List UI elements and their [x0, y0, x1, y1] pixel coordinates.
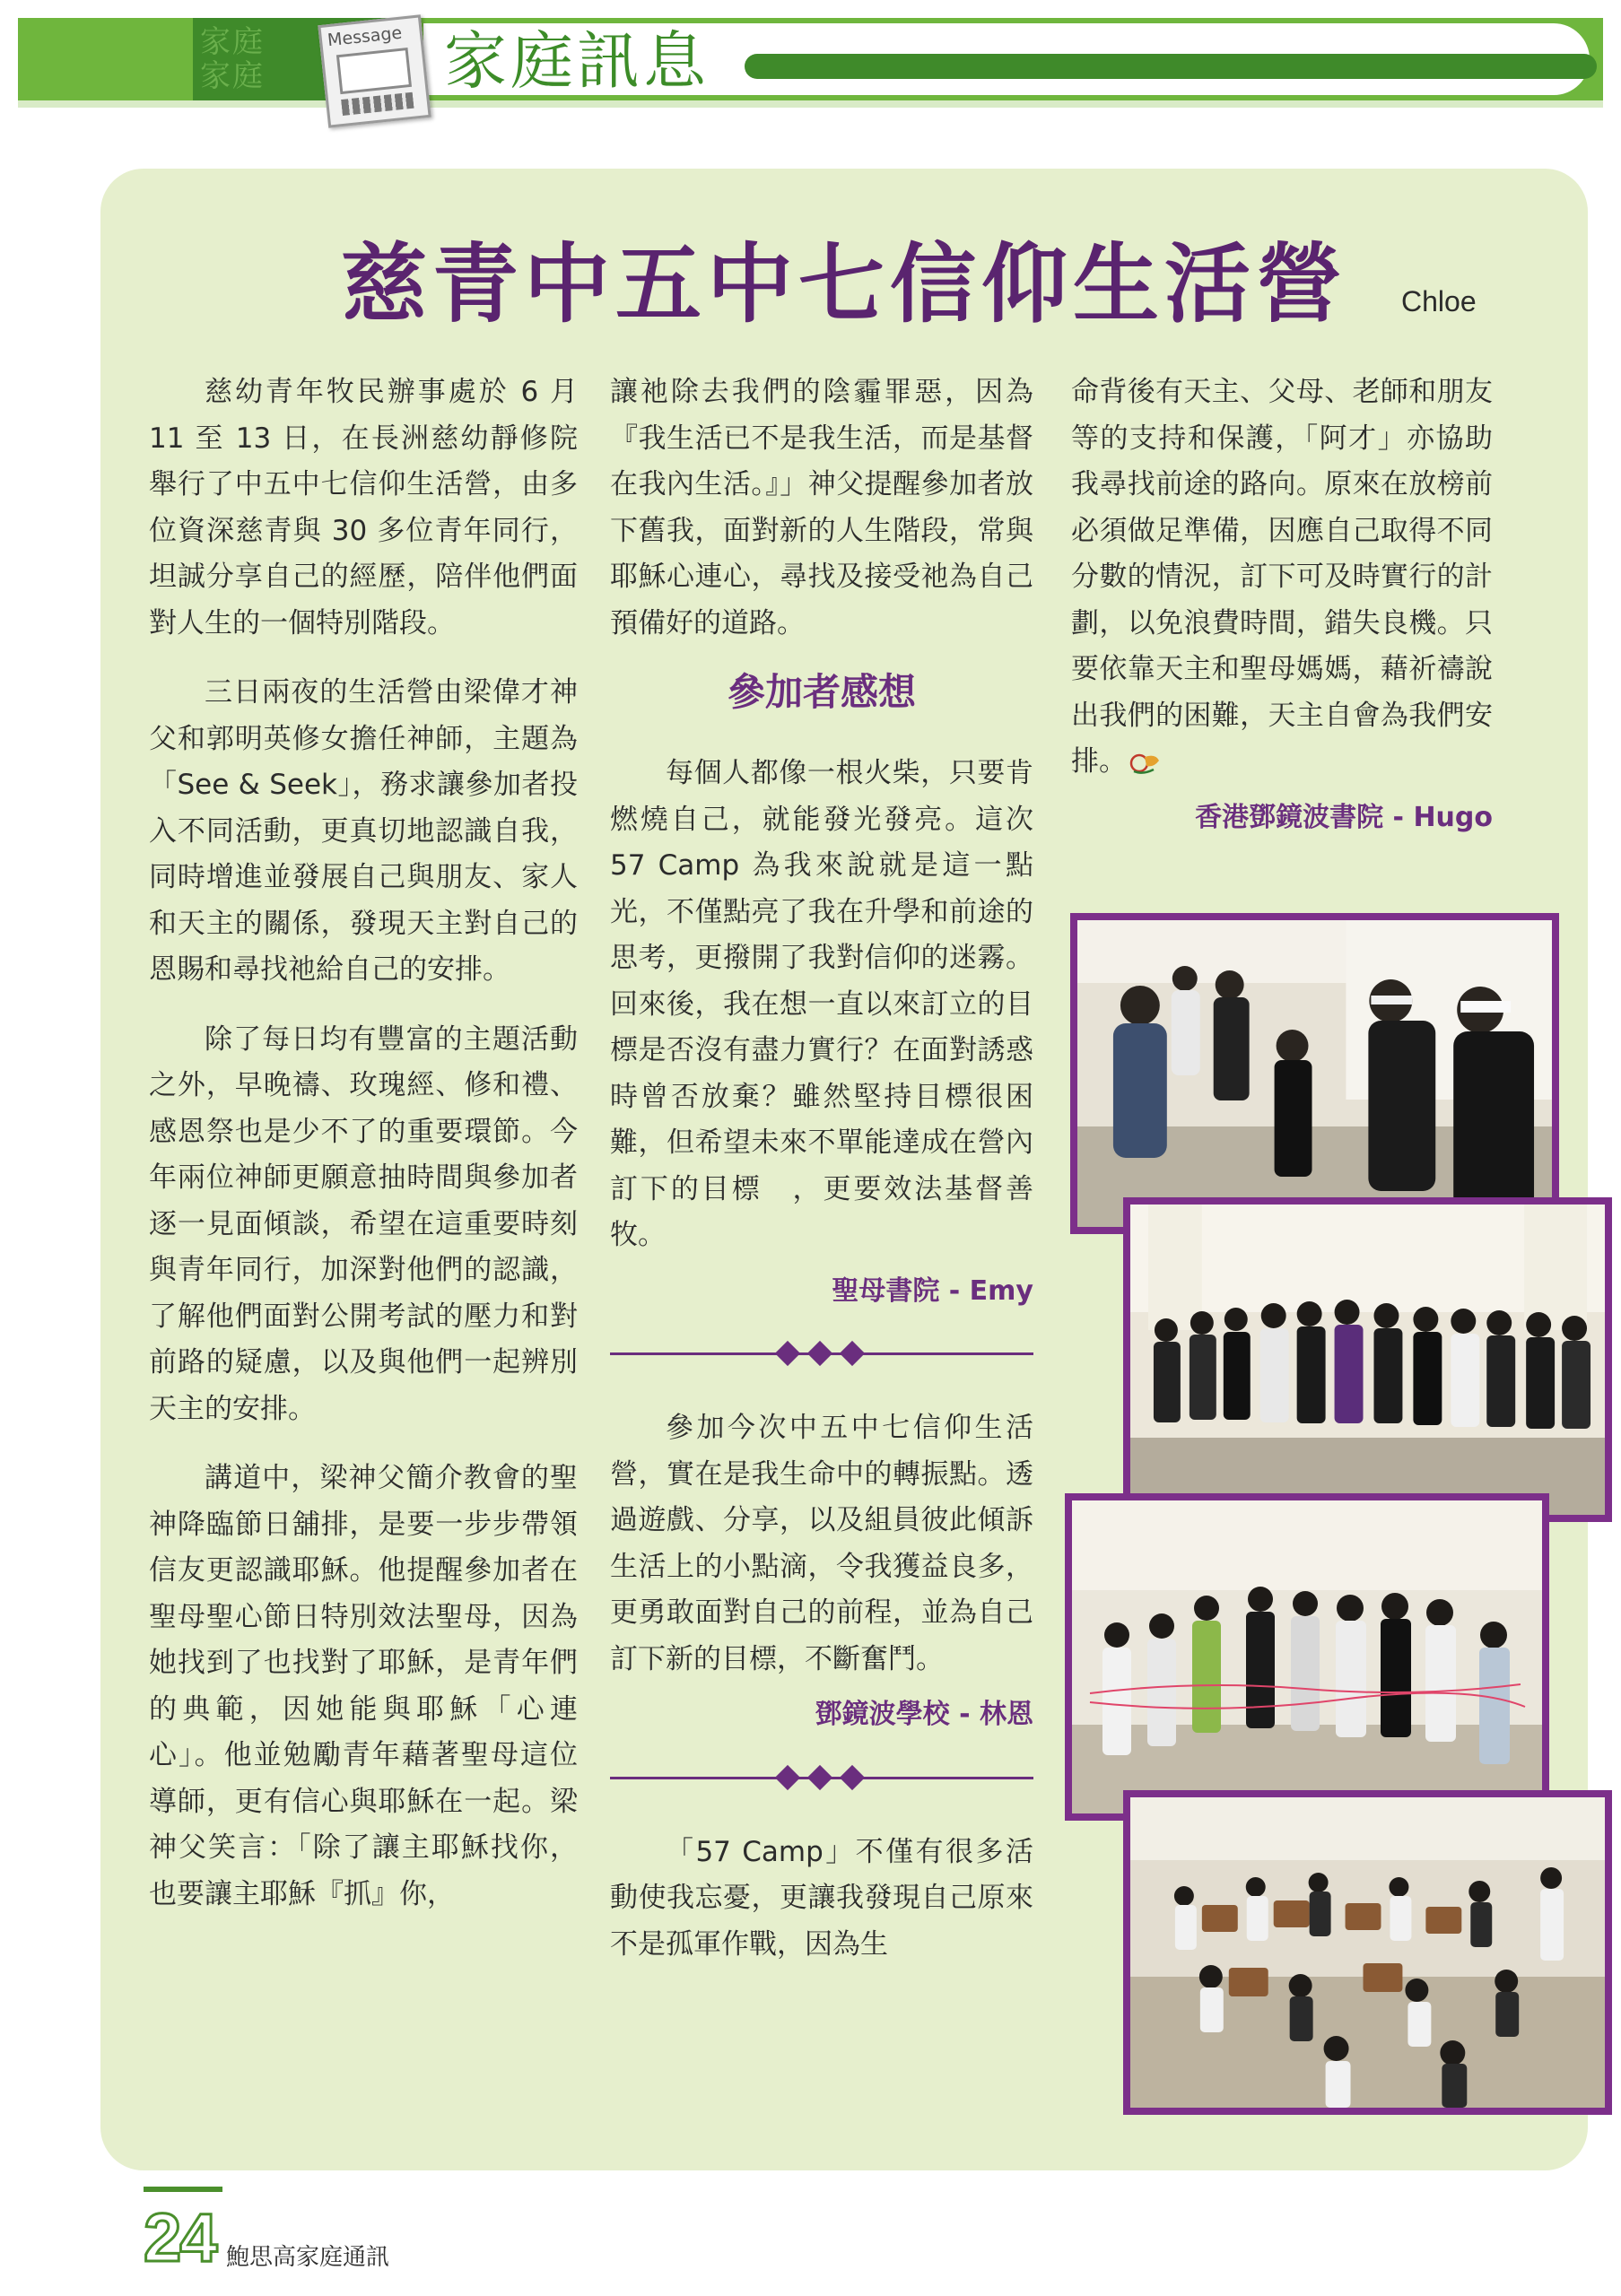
diamond-icon: [840, 1341, 865, 1366]
header-ghost-text: 家庭 家庭: [200, 24, 265, 94]
text-column-2: [610, 370, 1033, 1968]
salesian-logo-icon: [1127, 750, 1163, 777]
screen-icon: [336, 48, 412, 94]
message-computer-icon: [318, 14, 431, 127]
divider: [610, 1760, 1033, 1796]
diamond-icon: [807, 1764, 832, 1789]
paragraph: 除了每日均有豐富的主題活動之外，早晚禱、玫瑰經、修和禮、感恩祭也是少不了的重要環節。今年兩位神師更願意抽時間與參加者逐一見面傾談，希望在這重要時刻與青年同行，加深對他們的認識，了解他們面對公開考試的壓力和對前路的疑慮，以及與他們一起辨別天主的安排。: [149, 1022, 578, 1425]
text-column-3: [1071, 370, 1493, 840]
header-decor-bar: [745, 54, 1597, 79]
diamond-icon: [775, 1341, 800, 1366]
diamond-icon: [775, 1764, 800, 1789]
signature: 聖母書院 - Emy: [832, 1274, 1033, 1307]
article-title: 慈青中五中七信仰生活營: [341, 234, 1347, 335]
message-label: Message: [326, 22, 404, 51]
divider: [610, 1335, 1033, 1371]
publication-name: 鮑思高家庭通訊: [226, 2244, 390, 2271]
signature: 鄧鏡波學校 - 林恩: [815, 1699, 1033, 1730]
signature: 香港鄧鏡波書院 - Hugo: [1195, 801, 1493, 833]
camp-photo-string-game: [1065, 1493, 1549, 1821]
camp-photo-blindfold-game: [1070, 913, 1559, 1234]
page-number-bar: [144, 2187, 222, 2192]
reflection-paragraph: 參加今次中五中七信仰生活營，實在是我生命中的轉振點。透過遊戲、分享，以及組員彼此傾訴生活上的小點滴，令我獲益良多，更勇敢面對自己的前程，並為自己訂下新的目標，不斷奮鬥。: [610, 1412, 1033, 1675]
diamond-icon: [840, 1764, 865, 1789]
reflection-paragraph: 「57 Camp」不僅有很多活動使我忘憂，更讓我發現自己原來不是孤軍作戰，因為生: [610, 1835, 1033, 1961]
article-author: Chloe: [1401, 285, 1477, 317]
paragraph: 慈幼青年牧民辦事處於 6 月 11 至 13 日，在長洲慈幼靜修院舉行了中五中七信仰生活營，由多位資深慈青與 30 多位青年同行，坦誠分享自己的經歷，陪伴他們面對人生的一個特別階段。: [149, 376, 578, 639]
reflection-paragraph: 命背後有天主、父母、老師和朋友等的支持和保護，「阿才」亦協助我尋找前途的路向。原來在放榜前必須做足準備，因應自己取得不同分數的情況，訂下可及時實行的計劃，以免浪費時間，錯失良機。只要依靠天主和聖母媽媽，藉祈禱說出我們的困難，天主自會為我們安排。: [1071, 376, 1493, 778]
header-stripe: [18, 100, 1603, 108]
text-column-1: [149, 370, 578, 1918]
paragraph: 三日兩夜的生活營由梁偉才神父和郭明英修女擔任神師，主題為「See & Seek」，務求讓參加者投入不同活動，更真切地認識自我，同時增進並發展自己與朋友、家人和天主的關係，發現天主對自己的恩賜和尋找祂給自己的安排。: [149, 676, 578, 986]
subheading: 參加者感想: [727, 670, 916, 714]
paragraph: 讓祂除去我們的陰霾罪惡，因為『我生活已不是我生活，而是基督在我內生活。』」神父提醒參加者放下舊我，面對新的人生階段，常與耶穌心連心，尋找及接受祂為自己預備好的道路。: [610, 376, 1033, 639]
section-title: 家庭訊息: [444, 24, 710, 98]
paragraph: 講道中，梁神父簡介教會的聖神降臨節日舖排，是要一步步帶領信友更認識耶穌。他提醒參加者在聖母聖心節日特別效法聖母，因為她找到了也找對了耶穌，是青年們的典範，因她能與耶穌「心連心」。他並勉勵青年藉著聖母這位導師，更有信心與耶穌在一起。梁神父笑言：「除了讓主耶穌找你，也要讓主耶穌『抓』你，: [149, 1462, 578, 1910]
camp-photo-group-standing: [1123, 1197, 1612, 1522]
camp-photo-group-sitting: [1123, 1790, 1612, 2115]
keyboard-icon: [341, 92, 414, 116]
diamond-icon: [807, 1341, 832, 1366]
reflection-paragraph: 每個人都像一根火柴，只要肯燃燒自己，就能發光發亮。這次 57 Camp 為我來說就是這一點光，不僅點亮了我在升學和前途的思考，更撥開了我對信仰的迷霧。回來後，我在想一直以來訂立的目標是否沒有盡力實行？在面對誘惑時曾否放棄？雖然堅持目標很困難，但希望未來不單能達成在營內訂下的目標 ，更要效法基督善牧。: [610, 757, 1033, 1251]
page-number: 24: [144, 2200, 216, 2276]
